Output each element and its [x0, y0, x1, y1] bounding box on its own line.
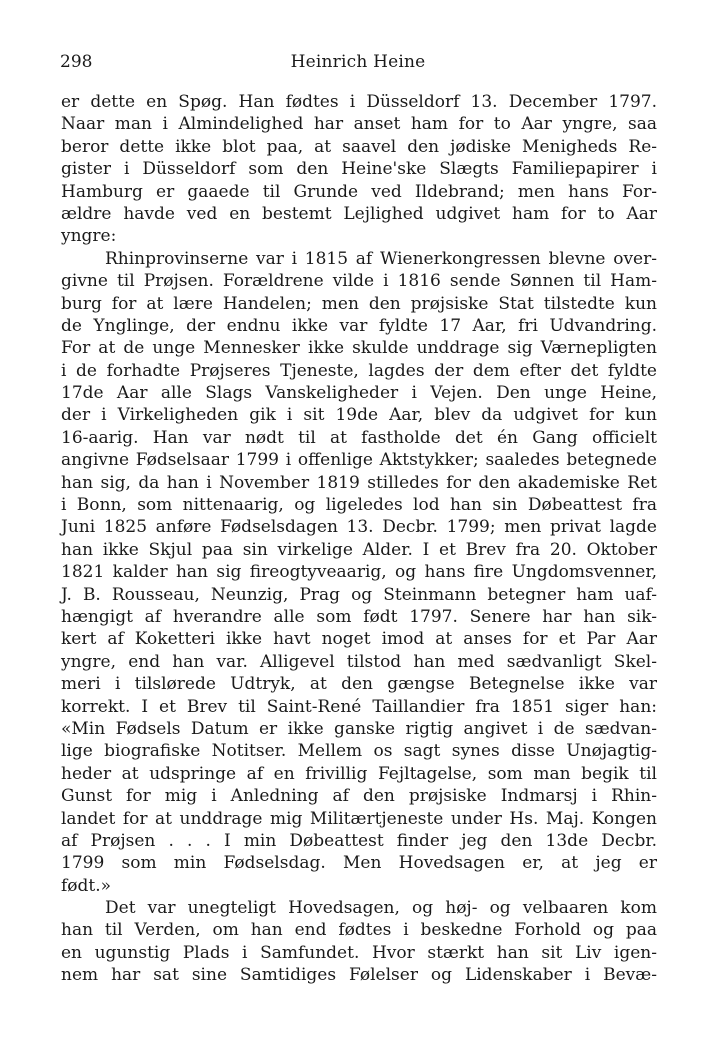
text-line: J. B. Rousseau, Neunzig, Prag og Steinmann betegner ham uaf-: [61, 584, 657, 605]
text-line: beror dette ikke blot paa, at saavel den jødiske Menigheds Re-: [61, 136, 657, 157]
text-line: 1821 kalder han sig fireogtyveaarig, og hans fire Ungdomsvenner,: [61, 562, 657, 583]
text-line: givne til Prøjsen. Forældrene vilde i 1816 sende Sønnen til Ham-: [61, 271, 657, 292]
text-line: han ikke Skjul paa sin virkelige Alder. I et Brev fra 20. Oktober: [61, 539, 657, 560]
text-line: en ugunstig Plads i Samfundet. Hvor stærkt han sit Liv igen-: [61, 942, 657, 963]
text-line: han sig, da han i November 1819 stilledes for den akademiske Ret: [61, 472, 657, 493]
text-line: nem har sat sine Samtidiges Følelser og Lidenskaber i Bevæ-: [61, 965, 657, 986]
text-line: angivne Fødselsaar 1799 i offenlige Aktstykker; saaledes betegnede: [61, 450, 657, 471]
text-line: burg for at lære Handelen; men den prøjsiske Stat tilstedte kun: [61, 293, 657, 314]
text-line: Gunst for mig i Anledning af den prøjsiske Indmarsj i Rhin-: [61, 786, 657, 807]
body-text: [61, 91, 657, 987]
text-line: yngre:: [61, 226, 117, 247]
text-line-paragraph-start: Rhinprovinserne var i 1815 af Wienerkongressen blevne over-: [105, 248, 657, 269]
text-line: han til Verden, om han end fødtes i beskedne Forhold og paa: [61, 920, 657, 941]
text-line: der i Virkeligheden gik i sit 19de Aar, blev da udgivet for kun: [61, 405, 657, 426]
text-line: 17de Aar alle Slags Vanskeligheder i Vejen. Den unge Heine,: [61, 383, 657, 404]
text-line: født.»: [61, 875, 112, 896]
text-line: For at de unge Mennesker ikke skulde unddrage sig Værnepligten: [61, 338, 657, 359]
text-line: yngre, end han var. Alligevel tilstod han med sædvanligt Skel-: [61, 651, 657, 672]
text-line: «Min Fødsels Datum er ikke ganske rigtig angivet i de sædvan-: [61, 718, 657, 739]
text-line: ældre havde ved en bestemt Lejlighed udgivet ham for to Aar: [61, 203, 657, 224]
text-line: lige biografiske Notitser. Mellem os sagt synes disse Unøjagtig-: [61, 741, 657, 762]
text-line: hængigt af hverandre alle som født 1797. Senere har han sik-: [61, 606, 657, 627]
text-line: af Prøjsen . . . I min Døbeattest finder jeg den 13de Decbr.: [61, 830, 657, 851]
text-line: heder at udspringe af en frivillig Fejltagelse, som man begik til: [61, 763, 657, 784]
text-line: 16-aarig. Han var nødt til at fastholde det én Gang officielt: [61, 427, 657, 448]
text-line: er dette en Spøg. Han fødtes i Düsseldorf 13. December 1797.: [61, 92, 657, 112]
text-line: meri i tilslørede Udtryk, at den gængse Betegnelse ikke var: [61, 674, 657, 695]
text-line: de Ynglinge, der endnu ikke var fyldte 17 Aar, fri Udvandring.: [61, 315, 657, 336]
text-line: Naar man i Almindelighed har anset ham for to Aar yngre, saa: [61, 114, 657, 135]
text-line: Juni 1825 anføre Fødselsdagen 13. Decbr. 1799; men privat lagde: [61, 517, 657, 538]
text-line: i Bonn, som nittenaarig, og ligeledes lod han sin Døbeattest fra: [61, 495, 657, 516]
text-line: gister i Düsseldorf som den Heine'ske Slægts Familiepapirer i: [61, 159, 657, 180]
text-line-paragraph-start: Det var unegteligt Hovedsagen, og høj- og velbaaren kom: [105, 898, 657, 919]
page-number: 298: [60, 52, 93, 72]
running-head: [60, 50, 656, 74]
text-line: 1799 som min Fødselsdag. Men Hovedsagen er, at jeg er: [61, 853, 657, 874]
text-line: kert af Koketteri ikke havt noget imod at anses for et Par Aar: [61, 629, 657, 650]
text-line: Hamburg er gaaede til Grunde ved Ildebrand; men hans For-: [61, 181, 657, 202]
text-line: korrekt. I et Brev til Saint-René Taillandier fra 1851 siger han:: [61, 696, 657, 717]
text-line: landet for at unddrage mig Militærtjeneste under Hs. Maj. Kongen: [61, 808, 657, 829]
running-title: Heinrich Heine: [290, 52, 426, 72]
text-line: i de forhadte Prøjseres Tjeneste, lagdes der dem efter det fyldte: [61, 360, 657, 381]
